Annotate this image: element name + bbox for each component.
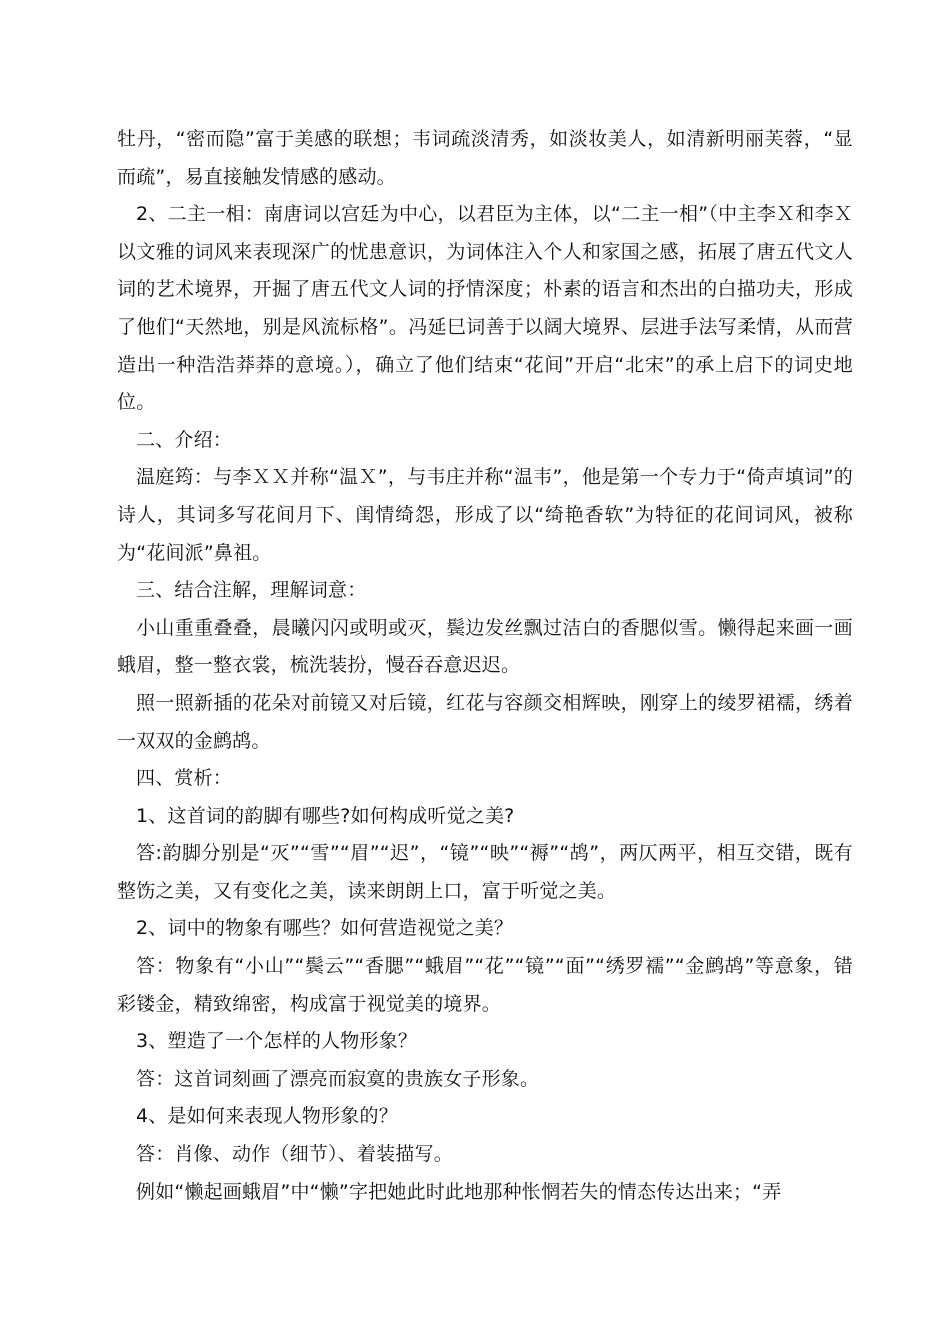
paragraph: 例如“懒起画蛾眉”中“懒”字把她此时此地那种怅惘若失的情态传达出来；“弄	[136, 1180, 782, 1203]
paragraph: 2、二主一相：南唐词以宫廷为中心，以君臣为主体，以“二主一相”（中主李Ｘ和李Ｘ以文雅的词风来表现深广的忧患意识，为词体注入个人和家国之感，拓展了唐五代文人词的艺术境界，开掘了唐五代文人词的抒情深度；朴素的语言和杰出的白描功夫，形成了他们“天然地，别是风流标格”。冯延巳词善于以阔大境界、层进手法写柔情，从而营造出一种浩浩莽莽的意境。），确立了他们结束“花间”开启“北宋”的承上启下的词史地位。	[117, 203, 853, 414]
answer: 答：肖像、动作（细节）、着装描写。	[136, 1143, 453, 1166]
question: 4、是如何来表现人物形象的？	[136, 1105, 398, 1128]
question: 3、塑造了一个怎样的人物形象？	[136, 1030, 418, 1053]
document-body	[117, 121, 853, 1211]
paragraph: 小山重重叠叠，晨曦闪闪或明或灭，鬓边发丝飘过洁白的香腮似雪。懒得起来画一画蛾眉，整一整衣裳，梳洗装扮，慢吞吞意迟迟。	[117, 616, 853, 677]
question: 1、这首词的韵脚有哪些?如何构成听觉之美?	[136, 804, 515, 827]
answer: 答：这首词刻画了漂亮而寂寞的贵族女子形象。	[136, 1067, 540, 1090]
section-heading: 四、赏析：	[136, 767, 233, 790]
section-heading: 三、结合注解，理解词意：	[136, 579, 367, 602]
paragraph: 照一照新插的花朵对前镜又对后镜，红花与容颜交相辉映，刚穿上的绫罗裙襦，绣着一双双的金鹧鸪。	[117, 691, 853, 752]
answer: 答:韵脚分别是“灭”“雪”“眉”“迟”，“镜”“映”“褥”“鸪”，两仄两平，相互交错，既有整饬之美，又有变化之美，读来朗朗上口，富于听觉之美。	[117, 842, 853, 902]
answer: 答：物象有“小山”“鬓云”“香腮”“蛾眉”“花”“镜”“面”“绣罗襦”“金鹧鸪”等意象，错彩镂金，精致绵密，构成富于视觉美的境界。	[117, 955, 853, 1015]
paragraph: 温庭筠：与李ＸＸ并称“温Ｘ”，与韦庄并称“温韦”，他是第一个专力于“倚声填词”的诗人，其词多写花间月下、闺情绮怨，形成了以“绮艳香软”为特征的花间词风，被称为“花间派”鼻祖。	[117, 466, 853, 564]
question: 2、词中的物象有哪些？如何营造视觉之美？	[136, 917, 514, 940]
section-heading: 二、介绍：	[136, 428, 233, 451]
paragraph: 牡丹，“密而隐”富于美感的联想；韦词疏淡清秀，如淡妆美人，如清新明丽芙蓉，“显而疏”，易直接触发情感的感动。	[117, 128, 853, 188]
